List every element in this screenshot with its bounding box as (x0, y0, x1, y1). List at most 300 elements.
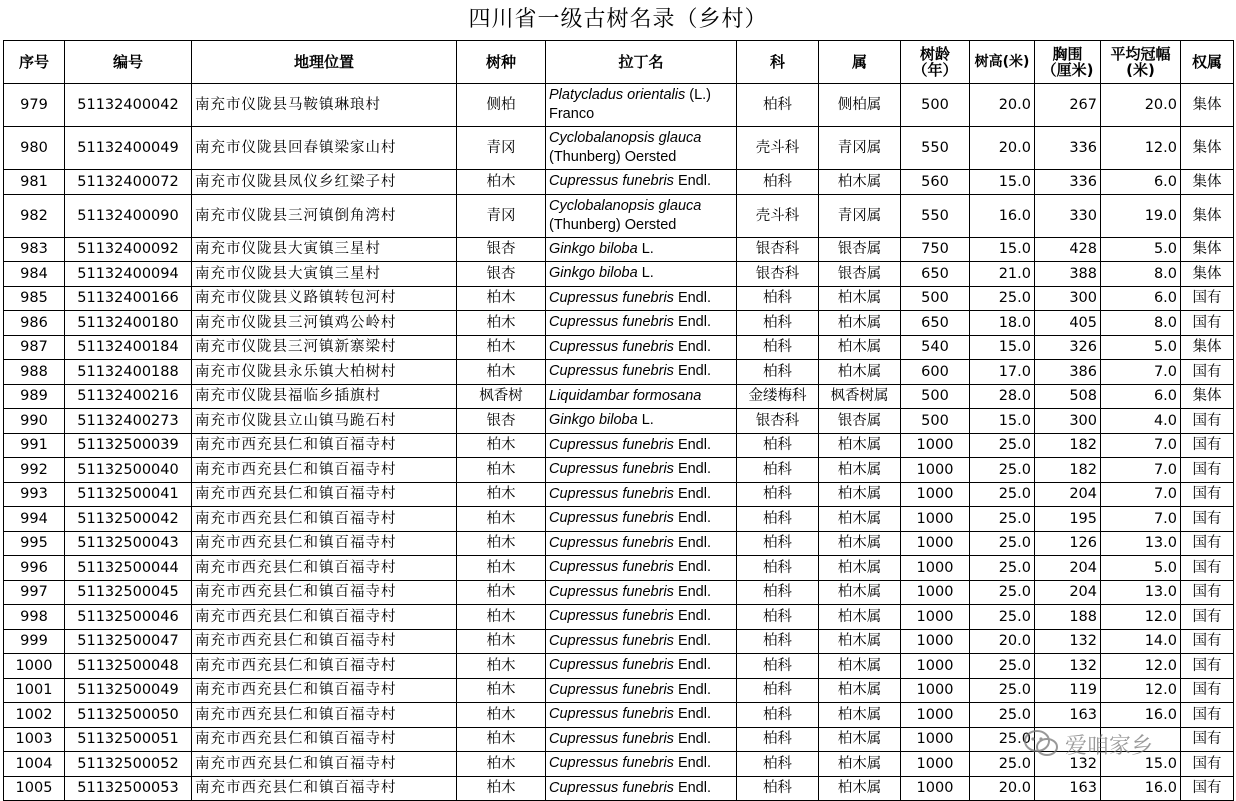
row-family: 柏科 (737, 580, 819, 605)
row-latin (546, 433, 737, 458)
table-row (4, 752, 1234, 777)
row-genus: 柏木属 (819, 556, 901, 581)
row-seq: 1003 (4, 727, 65, 752)
row-species: 柏木 (457, 482, 546, 507)
row-seq: 993 (4, 482, 65, 507)
row-crown: 7.0 (1101, 507, 1181, 532)
row-girth: 336 (1035, 127, 1101, 170)
row-location: 南充市西充县仁和镇百福寺村 (192, 458, 457, 483)
row-girth: 132 (1035, 752, 1101, 777)
row-age: 500 (901, 384, 970, 409)
latin-name-italic: Cupressus funebris (549, 338, 674, 355)
row-age: 550 (901, 194, 970, 237)
row-latin (546, 409, 737, 434)
row-family: 银杏科 (737, 237, 819, 262)
row-code: 51132400180 (65, 311, 192, 336)
row-species: 柏木 (457, 335, 546, 360)
row-genus: 柏木属 (819, 360, 901, 385)
row-height: 25.0 (970, 703, 1035, 728)
row-latin (546, 384, 737, 409)
row-owner: 国有 (1181, 727, 1234, 752)
latin-name-italic: Platycladus orientalis (549, 87, 686, 103)
row-age: 1000 (901, 678, 970, 703)
row-height: 25.0 (970, 531, 1035, 556)
row-girth: 195 (1035, 507, 1101, 532)
row-girth (1035, 727, 1101, 752)
latin-author: Endl. (673, 559, 712, 576)
row-code: 51132500048 (65, 654, 192, 679)
row-location: 南充市西充县仁和镇百福寺村 (192, 629, 457, 654)
row-crown: 16.0 (1101, 703, 1181, 728)
row-genus: 柏木属 (819, 654, 901, 679)
row-owner: 国有 (1181, 752, 1234, 777)
row-species: 柏木 (457, 678, 546, 703)
row-code: 51132500050 (65, 703, 192, 728)
row-seq: 998 (4, 605, 65, 630)
row-height: 15.0 (970, 409, 1035, 434)
latin-name-italic: Cupressus funebris (549, 632, 674, 649)
row-code: 51132500043 (65, 531, 192, 556)
row-crown: 7.0 (1101, 458, 1181, 483)
row-family: 壳斗科 (737, 127, 819, 170)
row-seq: 987 (4, 335, 65, 360)
row-age: 500 (901, 409, 970, 434)
row-age: 1000 (901, 433, 970, 458)
table-row (4, 629, 1234, 654)
row-crown: 20.0 (1101, 84, 1181, 127)
row-latin (546, 727, 737, 752)
row-code: 51132400273 (65, 409, 192, 434)
table-row (4, 194, 1234, 237)
row-latin (546, 84, 737, 127)
row-family: 柏科 (737, 170, 819, 195)
latin-name-italic: Cupressus funebris (549, 461, 674, 478)
col-header-age: 树龄（年） (901, 41, 970, 84)
row-seq: 995 (4, 531, 65, 556)
table-row (4, 286, 1234, 311)
row-crown: 5.0 (1101, 556, 1181, 581)
table-row (4, 170, 1234, 195)
row-height: 20.0 (970, 629, 1035, 654)
latin-author: Endl. (673, 173, 712, 190)
row-location: 南充市仪陇县福临乡插旗村 (192, 384, 457, 409)
row-code: 51132400049 (65, 127, 192, 170)
row-species: 柏木 (457, 654, 546, 679)
row-code: 51132500051 (65, 727, 192, 752)
latin-name-italic: Cupressus funebris (549, 681, 674, 698)
row-location: 南充市西充县仁和镇百福寺村 (192, 605, 457, 630)
row-owner: 国有 (1181, 776, 1234, 801)
row-family: 柏科 (737, 360, 819, 385)
row-girth: 508 (1035, 384, 1101, 409)
row-crown: 7.0 (1101, 360, 1181, 385)
row-species: 银杏 (457, 262, 546, 287)
latin-author: (L.) Franco (549, 87, 711, 122)
row-species: 柏木 (457, 727, 546, 752)
row-age: 1000 (901, 776, 970, 801)
row-crown: 15.0 (1101, 752, 1181, 777)
row-family: 金缕梅科 (737, 384, 819, 409)
row-location: 南充市仪陇县三河镇鸡公岭村 (192, 311, 457, 336)
latin-name-italic: Liquidambar formosana (549, 387, 702, 404)
row-age: 1000 (901, 727, 970, 752)
row-height: 20.0 (970, 84, 1035, 127)
row-girth: 182 (1035, 458, 1101, 483)
col-header-girth: 胸围（厘米) (1035, 41, 1101, 84)
row-height: 18.0 (970, 311, 1035, 336)
row-girth: 204 (1035, 556, 1101, 581)
row-age: 540 (901, 335, 970, 360)
latin-author: L. (637, 240, 654, 257)
latin-author: Endl. (673, 755, 712, 772)
col-header-crown: 平均冠幅(米) (1101, 41, 1181, 84)
row-location: 南充市仪陇县大寅镇三星村 (192, 237, 457, 262)
row-latin (546, 678, 737, 703)
row-crown: 7.0 (1101, 433, 1181, 458)
row-owner: 国有 (1181, 580, 1234, 605)
row-age: 1000 (901, 458, 970, 483)
row-species: 柏木 (457, 556, 546, 581)
row-height: 25.0 (970, 458, 1035, 483)
row-girth: 428 (1035, 237, 1101, 262)
row-family: 柏科 (737, 311, 819, 336)
table-row (4, 556, 1234, 581)
row-owner: 国有 (1181, 458, 1234, 483)
row-species: 银杏 (457, 237, 546, 262)
row-family: 柏科 (737, 727, 819, 752)
col-header-family: 科 (737, 41, 819, 84)
row-family: 柏科 (737, 531, 819, 556)
row-owner: 国有 (1181, 482, 1234, 507)
latin-author: L. (637, 412, 654, 429)
row-code: 51132500040 (65, 458, 192, 483)
row-family: 柏科 (737, 678, 819, 703)
row-owner: 国有 (1181, 507, 1234, 532)
table-row (4, 409, 1234, 434)
row-code: 51132500047 (65, 629, 192, 654)
table-row (4, 580, 1234, 605)
col-header-seq: 序号 (4, 41, 65, 84)
row-species: 柏木 (457, 170, 546, 195)
row-code: 51132400216 (65, 384, 192, 409)
col-header-owner: 权属 (1181, 41, 1234, 84)
row-seq: 985 (4, 286, 65, 311)
row-age: 650 (901, 311, 970, 336)
latin-author: (Thunberg) Oersted (549, 216, 677, 233)
row-height: 25.0 (970, 678, 1035, 703)
row-genus: 银杏属 (819, 262, 901, 287)
row-code: 51132500039 (65, 433, 192, 458)
col-header-latin: 拉丁名 (546, 41, 737, 84)
row-age: 650 (901, 262, 970, 287)
row-family: 柏科 (737, 605, 819, 630)
row-family: 柏科 (737, 335, 819, 360)
row-latin (546, 170, 737, 195)
row-girth: 188 (1035, 605, 1101, 630)
row-species: 柏木 (457, 507, 546, 532)
row-latin (546, 580, 737, 605)
row-seq: 988 (4, 360, 65, 385)
row-height: 15.0 (970, 170, 1035, 195)
latin-name-italic: Cupressus funebris (549, 510, 674, 527)
row-age: 1000 (901, 531, 970, 556)
row-crown: 8.0 (1101, 311, 1181, 336)
row-genus: 银杏属 (819, 237, 901, 262)
row-crown: 14.0 (1101, 629, 1181, 654)
col-header-height: 树高(米) (970, 41, 1035, 84)
row-seq: 1001 (4, 678, 65, 703)
row-girth: 386 (1035, 360, 1101, 385)
row-location: 南充市西充县仁和镇百福寺村 (192, 580, 457, 605)
row-species: 侧柏 (457, 84, 546, 127)
row-species: 柏木 (457, 776, 546, 801)
latin-author: Endl. (673, 314, 712, 331)
header-row (4, 41, 1234, 84)
latin-name-italic: Cupressus funebris (549, 436, 674, 453)
latin-author: Endl. (673, 436, 712, 453)
row-girth: 300 (1035, 409, 1101, 434)
row-owner: 集体 (1181, 237, 1234, 262)
row-species: 枫香树 (457, 384, 546, 409)
latin-author: Endl. (673, 583, 712, 600)
row-latin (546, 629, 737, 654)
row-owner: 国有 (1181, 678, 1234, 703)
row-seq: 997 (4, 580, 65, 605)
row-latin (546, 507, 737, 532)
row-location: 南充市西充县仁和镇百福寺村 (192, 433, 457, 458)
latin-author: Endl. (673, 534, 712, 551)
row-height: 25.0 (970, 727, 1035, 752)
row-code: 51132500046 (65, 605, 192, 630)
row-owner: 集体 (1181, 262, 1234, 287)
row-genus: 枫香树属 (819, 384, 901, 409)
latin-name-italic: Cupressus funebris (549, 314, 674, 331)
row-location: 南充市西充县仁和镇百福寺村 (192, 654, 457, 679)
row-location: 南充市仪陇县立山镇马跪石村 (192, 409, 457, 434)
table-row (4, 335, 1234, 360)
row-code: 51132500045 (65, 580, 192, 605)
row-location: 南充市西充县仁和镇百福寺村 (192, 703, 457, 728)
latin-name-italic: Cyclobalanopsis glauca (549, 130, 702, 146)
latin-author: Endl. (673, 289, 712, 306)
row-code: 51132500053 (65, 776, 192, 801)
latin-author: Endl. (673, 779, 712, 796)
latin-name-italic: Cupressus funebris (549, 755, 674, 772)
row-species: 柏木 (457, 311, 546, 336)
row-owner: 集体 (1181, 84, 1234, 127)
table-row (4, 605, 1234, 630)
row-latin (546, 311, 737, 336)
table-row (4, 237, 1234, 262)
latin-name-italic: Cupressus funebris (549, 779, 674, 796)
page-title: 四川省一级古树名录（乡村） (468, 7, 768, 32)
row-height: 21.0 (970, 262, 1035, 287)
row-genus: 柏木属 (819, 678, 901, 703)
latin-author: Endl. (673, 485, 712, 502)
row-crown: 16.0 (1101, 776, 1181, 801)
row-age: 500 (901, 84, 970, 127)
row-location: 南充市仪陇县马鞍镇琳琅村 (192, 84, 457, 127)
row-genus: 青冈属 (819, 127, 901, 170)
latin-name-italic: Ginkgo biloba (549, 265, 638, 282)
table-row (4, 458, 1234, 483)
row-seq: 981 (4, 170, 65, 195)
table-row (4, 482, 1234, 507)
latin-name-italic: Cupressus funebris (549, 485, 674, 502)
row-family: 柏科 (737, 752, 819, 777)
latin-author: Endl. (673, 363, 712, 380)
row-species: 银杏 (457, 409, 546, 434)
table-row (4, 433, 1234, 458)
row-girth: 163 (1035, 776, 1101, 801)
latin-author: Endl. (673, 632, 712, 649)
row-seq: 979 (4, 84, 65, 127)
row-girth: 300 (1035, 286, 1101, 311)
row-location: 南充市仪陇县永乐镇大柏树村 (192, 360, 457, 385)
row-age: 1000 (901, 556, 970, 581)
row-location: 南充市仪陇县三河镇新寨梁村 (192, 335, 457, 360)
ancient-tree-table (3, 40, 1234, 801)
row-seq: 996 (4, 556, 65, 581)
row-species: 青冈 (457, 127, 546, 170)
row-girth: 330 (1035, 194, 1101, 237)
row-genus: 青冈属 (819, 194, 901, 237)
row-latin (546, 458, 737, 483)
row-code: 51132400042 (65, 84, 192, 127)
row-owner: 国有 (1181, 556, 1234, 581)
row-latin (546, 127, 737, 170)
row-seq: 999 (4, 629, 65, 654)
table-row (4, 703, 1234, 728)
row-location: 南充市仪陇县大寅镇三星村 (192, 262, 457, 287)
row-species: 柏木 (457, 703, 546, 728)
row-genus: 柏木属 (819, 752, 901, 777)
latin-name-italic: Cupressus funebris (549, 363, 674, 380)
latin-name-italic: Cupressus funebris (549, 657, 674, 674)
table-row (4, 531, 1234, 556)
row-latin (546, 360, 737, 385)
row-height: 28.0 (970, 384, 1035, 409)
row-height: 25.0 (970, 507, 1035, 532)
row-location: 南充市仪陇县义路镇转包河村 (192, 286, 457, 311)
row-height: 20.0 (970, 127, 1035, 170)
row-family: 柏科 (737, 286, 819, 311)
row-seq: 980 (4, 127, 65, 170)
table-row (4, 360, 1234, 385)
row-code: 51132400094 (65, 262, 192, 287)
row-owner: 国有 (1181, 531, 1234, 556)
row-age: 1000 (901, 580, 970, 605)
row-species: 柏木 (457, 531, 546, 556)
row-family: 壳斗科 (737, 194, 819, 237)
latin-name-italic: Cupressus funebris (549, 289, 674, 306)
row-girth: 326 (1035, 335, 1101, 360)
row-latin (546, 654, 737, 679)
row-location: 南充市西充县仁和镇百福寺村 (192, 531, 457, 556)
row-genus: 柏木属 (819, 727, 901, 752)
latin-name-italic: Cyclobalanopsis glauca (549, 197, 702, 214)
row-girth: 405 (1035, 311, 1101, 336)
row-age: 1000 (901, 703, 970, 728)
row-crown: 12.0 (1101, 127, 1181, 170)
row-family: 柏科 (737, 458, 819, 483)
row-girth: 132 (1035, 629, 1101, 654)
row-owner: 国有 (1181, 286, 1234, 311)
row-owner: 集体 (1181, 170, 1234, 195)
row-latin (546, 237, 737, 262)
latin-name-italic: Cupressus funebris (549, 173, 674, 190)
latin-name-italic: Cupressus funebris (549, 730, 674, 747)
row-seq: 1004 (4, 752, 65, 777)
row-height: 25.0 (970, 433, 1035, 458)
row-crown: 12.0 (1101, 654, 1181, 679)
row-age: 1000 (901, 482, 970, 507)
row-owner: 国有 (1181, 605, 1234, 630)
row-owner: 集体 (1181, 194, 1234, 237)
row-family: 柏科 (737, 556, 819, 581)
latin-author: Endl. (673, 338, 712, 355)
row-latin (546, 531, 737, 556)
row-code: 51132400072 (65, 170, 192, 195)
table-row (4, 127, 1234, 170)
latin-author: Endl. (673, 608, 712, 625)
row-height: 25.0 (970, 654, 1035, 679)
row-species: 柏木 (457, 286, 546, 311)
row-location: 南充市仪陇县三河镇倒角湾村 (192, 194, 457, 237)
row-owner: 国有 (1181, 409, 1234, 434)
row-code: 51132500049 (65, 678, 192, 703)
col-header-species: 树种 (457, 41, 546, 84)
row-girth: 132 (1035, 654, 1101, 679)
row-code: 51132400090 (65, 194, 192, 237)
table-row (4, 678, 1234, 703)
row-latin (546, 752, 737, 777)
row-seq: 984 (4, 262, 65, 287)
row-age: 1000 (901, 605, 970, 630)
row-crown: 7.0 (1101, 482, 1181, 507)
row-code: 51132400184 (65, 335, 192, 360)
row-latin (546, 262, 737, 287)
row-owner: 集体 (1181, 127, 1234, 170)
row-height: 15.0 (970, 335, 1035, 360)
row-latin (546, 482, 737, 507)
row-family: 柏科 (737, 433, 819, 458)
row-seq: 986 (4, 311, 65, 336)
row-seq: 1005 (4, 776, 65, 801)
row-family: 银杏科 (737, 262, 819, 287)
table-row (4, 384, 1234, 409)
row-crown: 8.0 (1101, 262, 1181, 287)
row-crown: 5.0 (1101, 237, 1181, 262)
row-height: 25.0 (970, 752, 1035, 777)
row-genus: 柏木属 (819, 433, 901, 458)
latin-author: L. (637, 265, 654, 282)
row-girth: 119 (1035, 678, 1101, 703)
latin-author: Endl. (673, 706, 712, 723)
row-species: 柏木 (457, 580, 546, 605)
row-family: 银杏科 (737, 409, 819, 434)
row-age: 750 (901, 237, 970, 262)
row-girth: 267 (1035, 84, 1101, 127)
row-location: 南充市西充县仁和镇百福寺村 (192, 678, 457, 703)
row-code: 51132500052 (65, 752, 192, 777)
latin-author: Endl. (673, 510, 712, 527)
row-height: 15.0 (970, 237, 1035, 262)
row-owner: 国有 (1181, 360, 1234, 385)
row-genus: 柏木属 (819, 311, 901, 336)
row-height: 25.0 (970, 605, 1035, 630)
row-age: 600 (901, 360, 970, 385)
